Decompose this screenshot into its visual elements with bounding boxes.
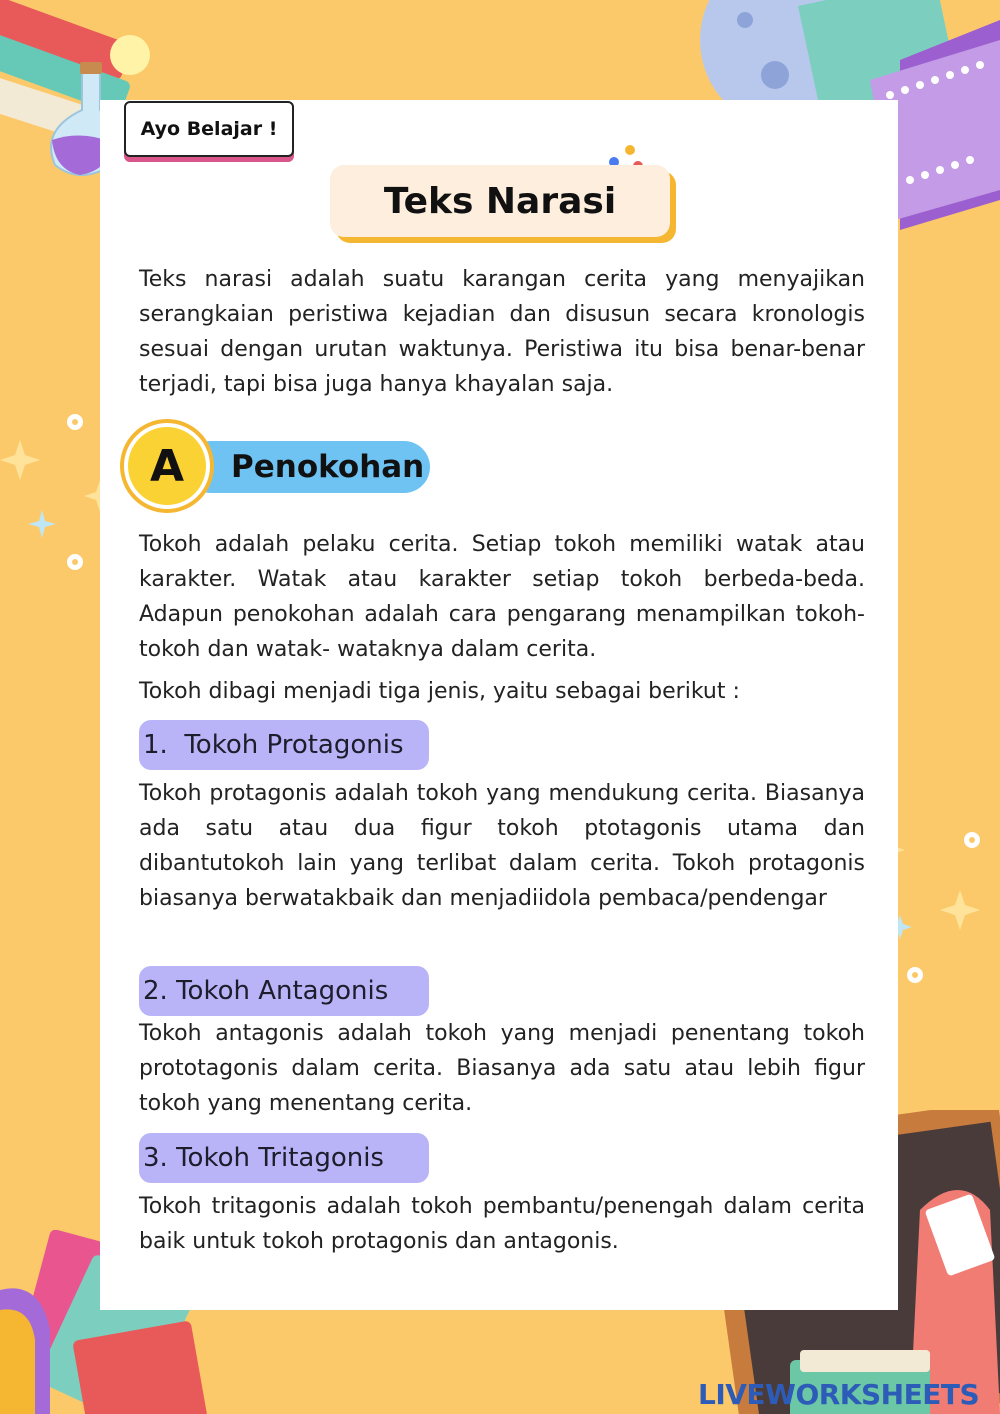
ayo-belajar-tag: Ayo Belajar !: [124, 101, 294, 157]
section-letter: A: [149, 440, 185, 492]
protagonis-paragraph: Tokoh protagonis adalah tokoh yang mendukung cerita. Biasanya ada satu atau dua figur tokoh ptotagonis utama dan dibantutokoh lain yang terlibat dalam cerita. Tokoh protagonis biasanya berwatakbaik dan menjadiidola pembaca/pendengar: [139, 781, 865, 911]
intro-paragraph: Teks narasi adalah suatu karangan cerita yang menyajikan serangkaian peristiwa kejadian dan disusun secara kronologis sesuai dengan urutan waktunya. Peristiwa itu bisa benar-benar terjadi, tapi bisa juga hanya khayalan saja.: [139, 267, 865, 397]
subheading-label: 2. Tokoh Antagonis: [143, 976, 389, 1006]
subheading-label: 3. Tokoh Tritagonis: [143, 1143, 384, 1173]
tritagonis-paragraph: Tokoh tritagonis adalah tokoh pembantu/penengah dalam cerita baik untuk tokoh protagonis dan antagonis.: [139, 1194, 865, 1254]
page-title: Teks Narasi: [330, 165, 670, 237]
subheading-protagonis: [139, 720, 429, 770]
subheading-tritagonis: [139, 1133, 429, 1183]
subheading-antagonis: [139, 966, 429, 1016]
antagonis-paragraph: Tokoh antagonis adalah tokoh yang menjadi penentang tokoh prototagonis dalam cerita. Biasanya ada satu atau lebih figur tokoh yang menentang cerita.: [139, 1021, 865, 1116]
section-letter-badge: [124, 423, 210, 509]
subheading-label: 1. Tokoh Protagonis: [143, 730, 404, 760]
section-title-pill: [185, 441, 430, 493]
sparkle-icon: [0, 400, 110, 600]
jenis-tokoh-intro: Tokoh dibagi menjadi tiga jenis, yaitu sebagai berikut :: [139, 679, 740, 704]
section-title: Penokohan: [231, 449, 425, 485]
liveworksheets-logo: LIVEWORKSHEETS: [698, 1378, 980, 1411]
penokohan-paragraph: Tokoh adalah pelaku cerita. Setiap tokoh memiliki watak atau karakter. Watak atau karakter setiap tokoh berbeda-beda. Adapun penokohan adalah cara pengarang menampilkan tokoh-tokoh dan watak- wataknya dalam cerita.: [139, 532, 865, 662]
